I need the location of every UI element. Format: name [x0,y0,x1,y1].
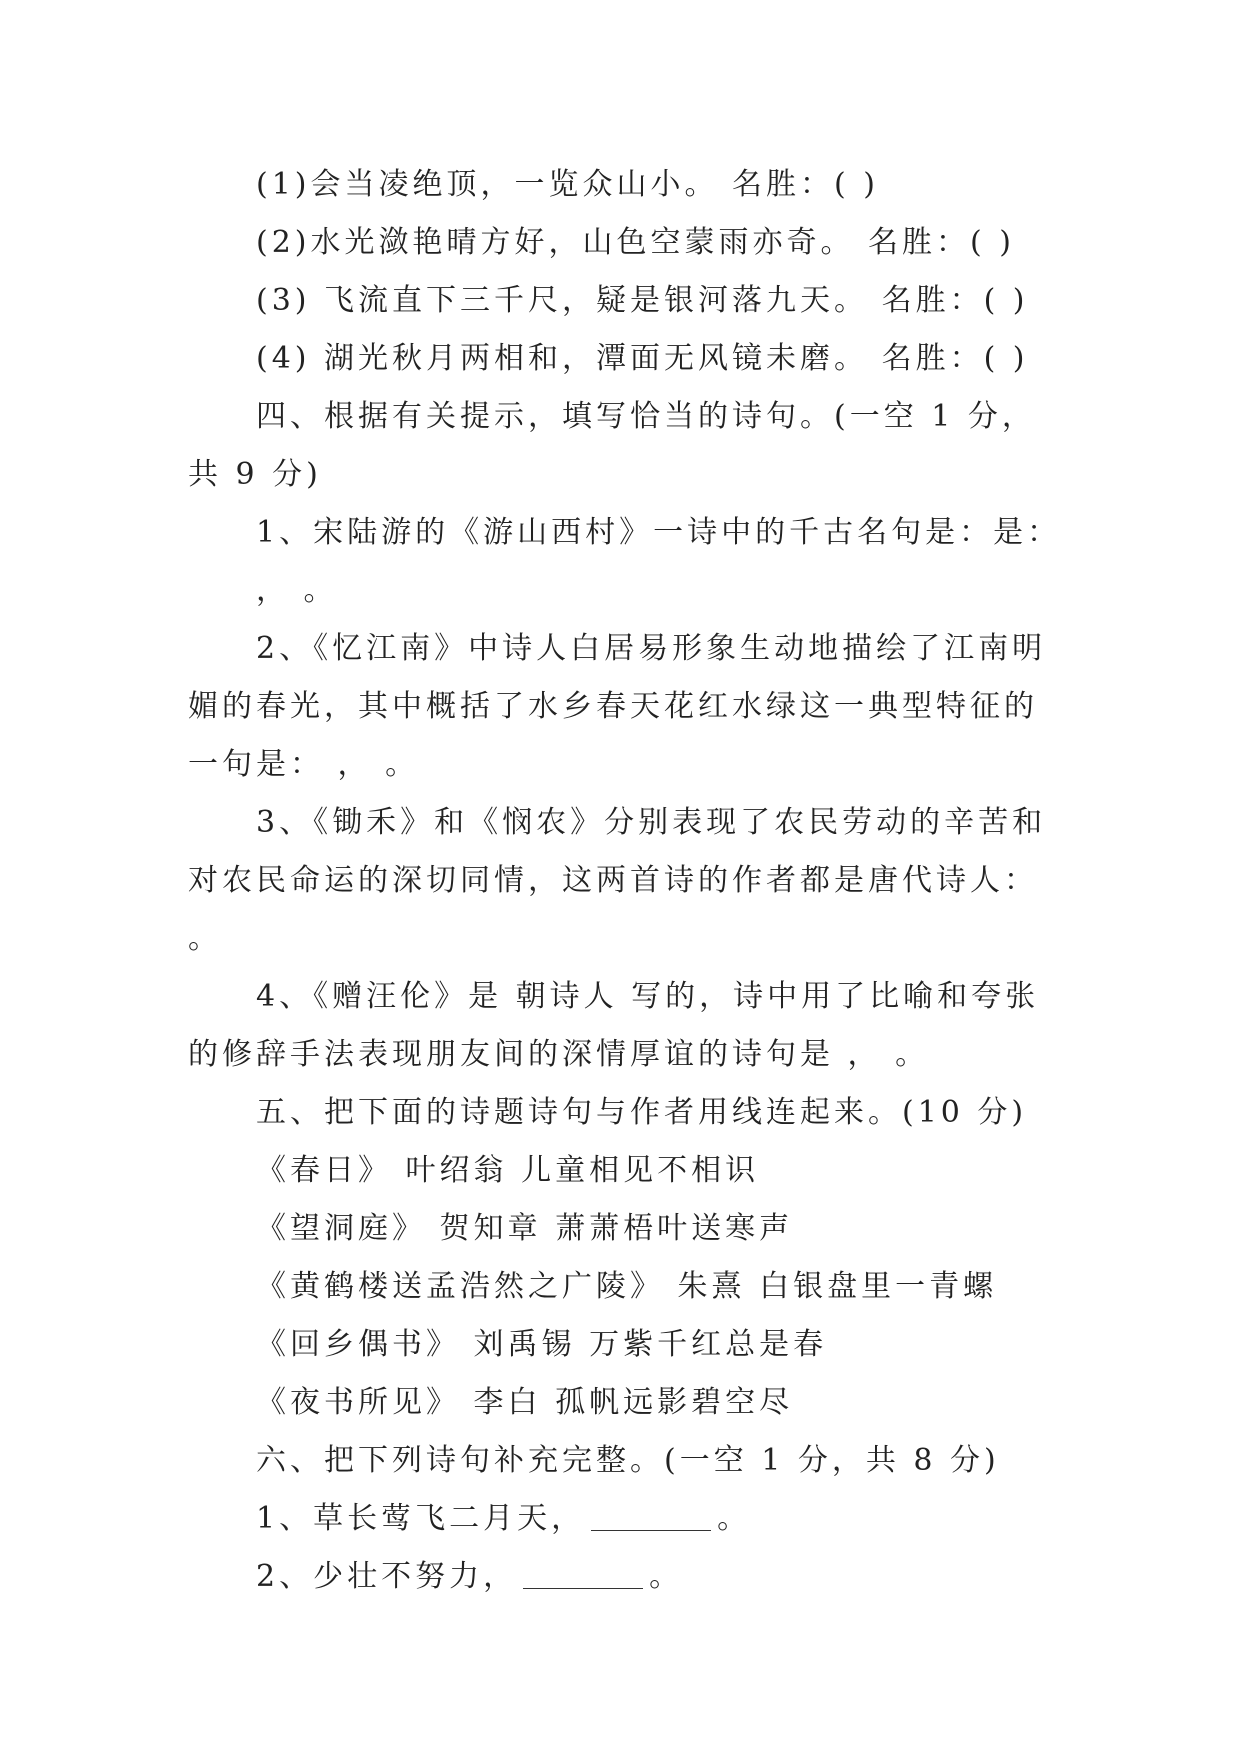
s6-question-2 [188,1548,1058,1606]
s4-question-1: 1、宋陆游的《游山西村》一诗中的千古名句是：是： [256,515,1062,550]
s3-item-4: (4) 湖光秋月两相和，潭面无风镜未磨。 名胜：( ) [256,341,1029,376]
answer-blank [591,1510,711,1531]
s3-item-1: (1)会当凌绝顶，一览众山小。 名胜：( ) [256,167,879,202]
s6-question-1-end: 。 [717,1501,752,1536]
s6-question-2-text: 2、少壮不努力， [256,1559,518,1594]
s5-row-1: 《春日》 叶绍翁 儿童相见不相识 [256,1153,760,1188]
s6-question-2-end: 。 [649,1559,684,1594]
s4-question-1-blank: ， 。 [256,573,338,608]
s5-row-3: 《黄鹤楼送孟浩然之广陵》 朱熹 白银盘里一青螺 [256,1269,998,1304]
s5-row-4: 《回乡偶书》 刘禹锡 万紫千红总是春 [256,1327,828,1362]
s4-heading: 四、根据有关提示，填写恰当的诗句。(一空 1 分，共 9 分) [188,399,1036,492]
s3-item-3: (3) 飞流直下三千尺，疑是银河落九天。 名胜：( ) [256,283,1029,318]
s6-question-1-text: 1、草长莺飞二月天， [256,1501,586,1536]
s4-question-4: 4、《赠汪伦》是 朝诗人 写的，诗中用了比喻和夸张的修辞手法表现朋友间的深情厚谊的诗句是 ， 。 [188,979,1040,1072]
s6-question-1 [188,1490,1058,1548]
answer-blank [523,1568,643,1589]
s4-question-2: 2、《忆江南》中诗人白居易形象生动地描绘了江南明媚的春光，其中概括了水乡春天花红水绿这一典型特征的一句是： ， 。 [188,631,1047,782]
document-body [188,156,1062,1606]
s3-item-2: (2)水光潋艳晴方好，山色空蒙雨亦奇。 名胜：( ) [256,225,1015,260]
s5-row-5: 《夜书所见》 李白 孤帆远影碧空尽 [256,1385,794,1420]
s6-heading: 六、把下列诗句补充完整。(一空 1 分，共 8 分) [256,1443,1000,1478]
s5-heading: 五、把下面的诗题诗句与作者用线连起来。(10 分) [256,1095,1028,1130]
s5-row-2: 《望洞庭》 贺知章 萧萧梧叶送寒声 [256,1211,794,1246]
s4-question-3: 3、《锄禾》和《悯农》分别表现了农民劳动的辛苦和对农民命运的深切同情，这两首诗的作者都是唐代诗人： 。 [188,805,1047,956]
